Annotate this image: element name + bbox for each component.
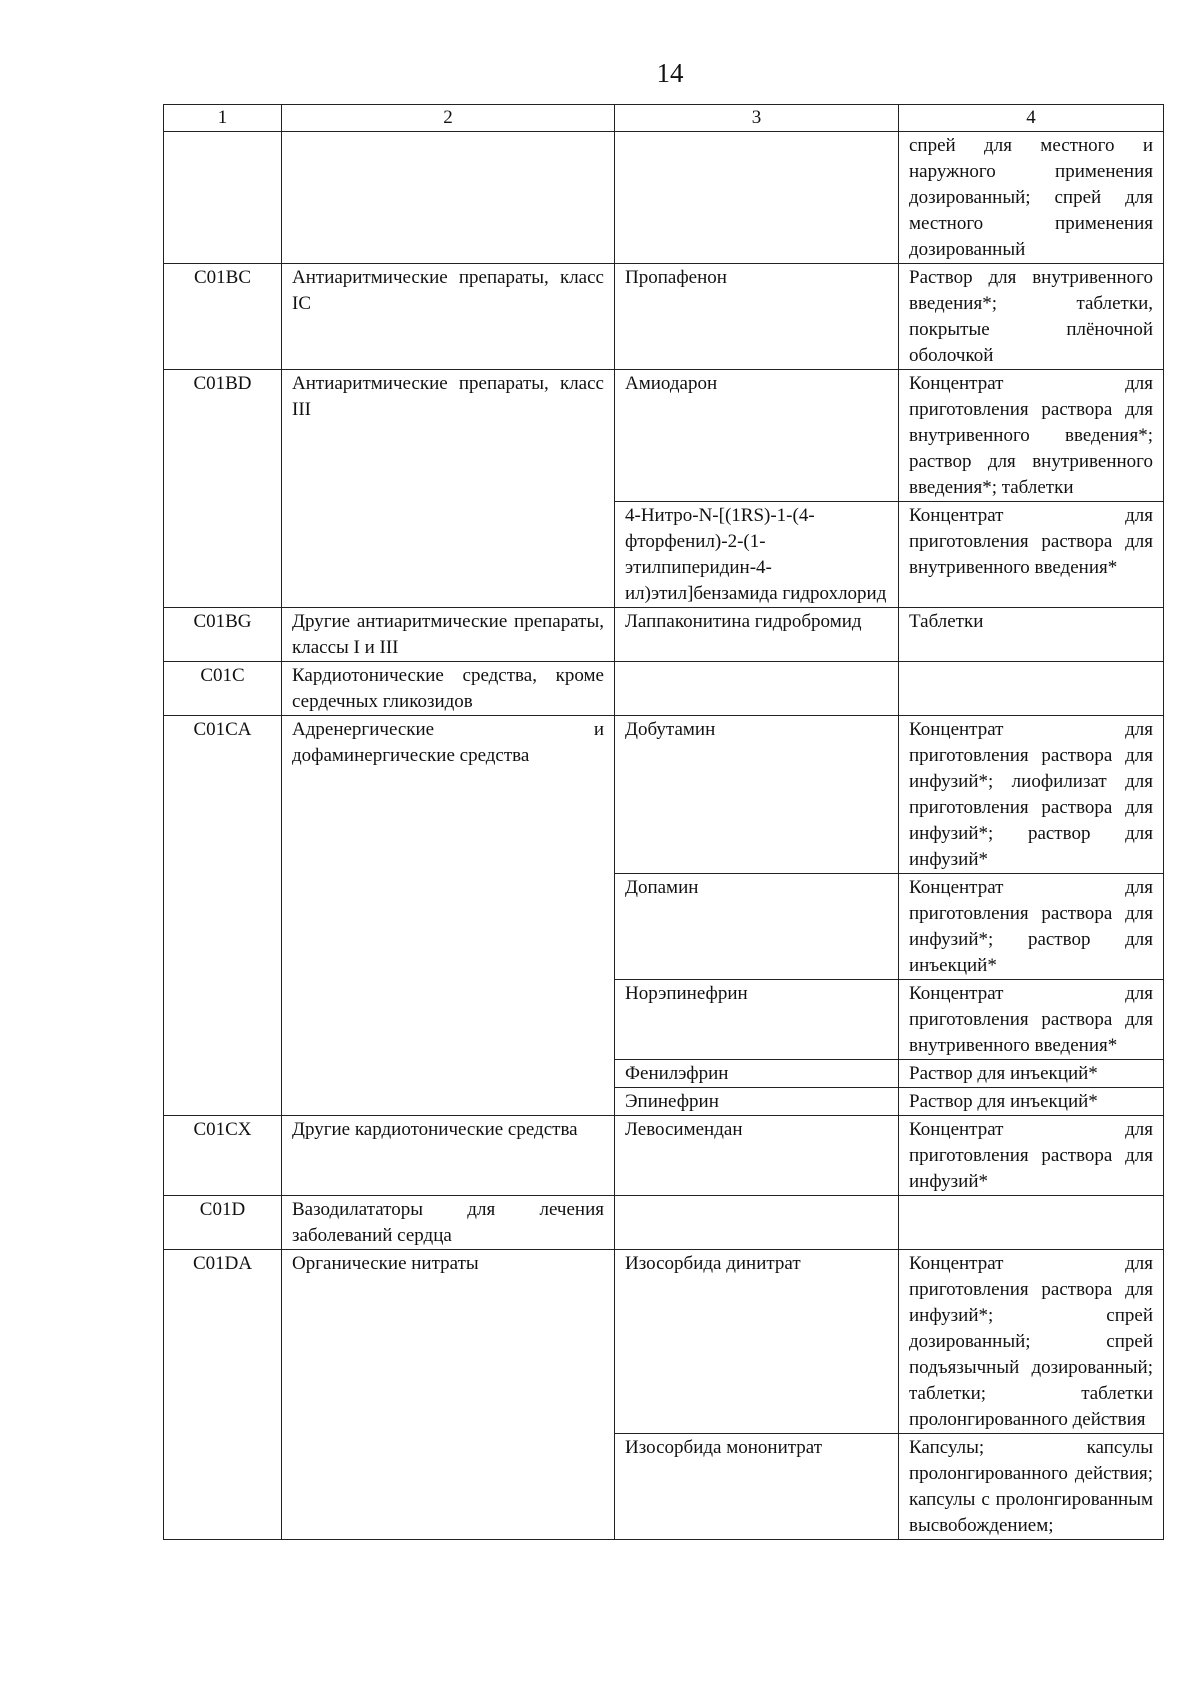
pharmacological-group-cell: Адренергические и дофаминергические средства bbox=[282, 716, 615, 1116]
dosage-form-cell: Концентрат для приготовления раствора для внутривенного введения* bbox=[899, 502, 1164, 608]
table-row bbox=[164, 1196, 1164, 1250]
table-header bbox=[164, 105, 1164, 132]
atc-code-cell bbox=[164, 132, 282, 264]
drug-classification-table bbox=[163, 104, 1164, 1540]
atc-code-cell: C01CA bbox=[164, 716, 282, 1116]
column-header-4: 4 bbox=[899, 105, 1164, 132]
dosage-form-cell: Концентрат для приготовления раствора для инфузий*; спрей дозированный; спрей подъязычный дозированный; таблетки; таблетки пролонгированного действия bbox=[899, 1250, 1164, 1434]
atc-code-cell: C01CX bbox=[164, 1116, 282, 1196]
atc-code-cell: C01D bbox=[164, 1196, 282, 1250]
drug-name-cell: Левосимендан bbox=[615, 1116, 899, 1196]
table-row bbox=[164, 662, 1164, 716]
drug-name-cell bbox=[615, 132, 899, 264]
dosage-form-cell: Капсулы; капсулы пролонгированного действия; капсулы с пролонгированным высвобождением; bbox=[899, 1434, 1164, 1540]
dosage-form-cell: Концентрат для приготовления раствора для внутривенного введения*; раствор для внутривенного введения*; таблетки bbox=[899, 370, 1164, 502]
table-row bbox=[164, 370, 1164, 502]
atc-code-cell: C01DA bbox=[164, 1250, 282, 1540]
drug-name-cell: Добутамин bbox=[615, 716, 899, 874]
drug-name-cell: Лаппаконитина гидробромид bbox=[615, 608, 899, 662]
pharmacological-group-cell: Другие антиаритмические препараты, классы I и III bbox=[282, 608, 615, 662]
table-row bbox=[164, 1116, 1164, 1196]
drug-name-cell: Пропафенон bbox=[615, 264, 899, 370]
dosage-form-cell: Концентрат для приготовления раствора для инфузий*; лиофилизат для приготовления раствора для инфузий*; раствор для инфузий* bbox=[899, 716, 1164, 874]
drug-name-cell: Амиодарон bbox=[615, 370, 899, 502]
atc-code-cell: C01BD bbox=[164, 370, 282, 608]
dosage-form-cell: Раствор для инъекций* bbox=[899, 1060, 1164, 1088]
column-header-3: 3 bbox=[615, 105, 899, 132]
pharmacological-group-cell: Вазодилататоры для лечения заболеваний сердца bbox=[282, 1196, 615, 1250]
table-body bbox=[164, 132, 1164, 1540]
pharmacological-group-cell: Органические нитраты bbox=[282, 1250, 615, 1540]
drug-name-cell: Изосорбида мононитрат bbox=[615, 1434, 899, 1540]
dosage-form-cell bbox=[899, 662, 1164, 716]
drug-name-cell: Фенилэфрин bbox=[615, 1060, 899, 1088]
column-header-1: 1 bbox=[164, 105, 282, 132]
dosage-form-cell: Концентрат для приготовления раствора для инфузий* bbox=[899, 1116, 1164, 1196]
table-row bbox=[164, 608, 1164, 662]
dosage-form-cell: спрей для местного и наружного применения дозированный; спрей для местного применения дозированный bbox=[899, 132, 1164, 264]
pharmacological-group-cell: Антиаритмические препараты, класс IC bbox=[282, 264, 615, 370]
table-row bbox=[164, 1250, 1164, 1434]
dosage-form-cell: Концентрат для приготовления раствора для инфузий*; раствор для инъекций* bbox=[899, 874, 1164, 980]
table-row bbox=[164, 132, 1164, 264]
dosage-form-cell: Раствор для инъекций* bbox=[899, 1088, 1164, 1116]
pharmacological-group-cell: Антиаритмические препараты, класс III bbox=[282, 370, 615, 608]
drug-name-cell bbox=[615, 1196, 899, 1250]
page-number: 14 bbox=[656, 58, 684, 88]
dosage-form-cell bbox=[899, 1196, 1164, 1250]
drug-name-cell: Эпинефрин bbox=[615, 1088, 899, 1116]
pharmacological-group-cell bbox=[282, 132, 615, 264]
drug-name-cell: Изосорбида динитрат bbox=[615, 1250, 899, 1434]
header-row bbox=[164, 105, 1164, 132]
table-row bbox=[164, 716, 1164, 874]
atc-code-cell: C01BG bbox=[164, 608, 282, 662]
dosage-form-cell: Таблетки bbox=[899, 608, 1164, 662]
atc-code-cell: C01BC bbox=[164, 264, 282, 370]
pharmacological-group-cell: Другие кардиотонические средства bbox=[282, 1116, 615, 1196]
drug-name-cell: 4-Нитро-N-[(1RS)-1-(4-фторфенил)-2-(1-этилпиперидин-4-ил)этил]бензамида гидрохлорид bbox=[615, 502, 899, 608]
dosage-form-cell: Раствор для внутривенного введения*; таблетки, покрытые плёночной оболочкой bbox=[899, 264, 1164, 370]
dosage-form-cell: Концентрат для приготовления раствора для внутривенного введения* bbox=[899, 980, 1164, 1060]
atc-code-cell: C01C bbox=[164, 662, 282, 716]
table-row bbox=[164, 264, 1164, 370]
pharmacological-group-cell: Кардиотонические средства, кроме сердечных гликозидов bbox=[282, 662, 615, 716]
column-header-2: 2 bbox=[282, 105, 615, 132]
drug-name-cell: Норэпинефрин bbox=[615, 980, 899, 1060]
drug-name-cell bbox=[615, 662, 899, 716]
drug-name-cell: Допамин bbox=[615, 874, 899, 980]
